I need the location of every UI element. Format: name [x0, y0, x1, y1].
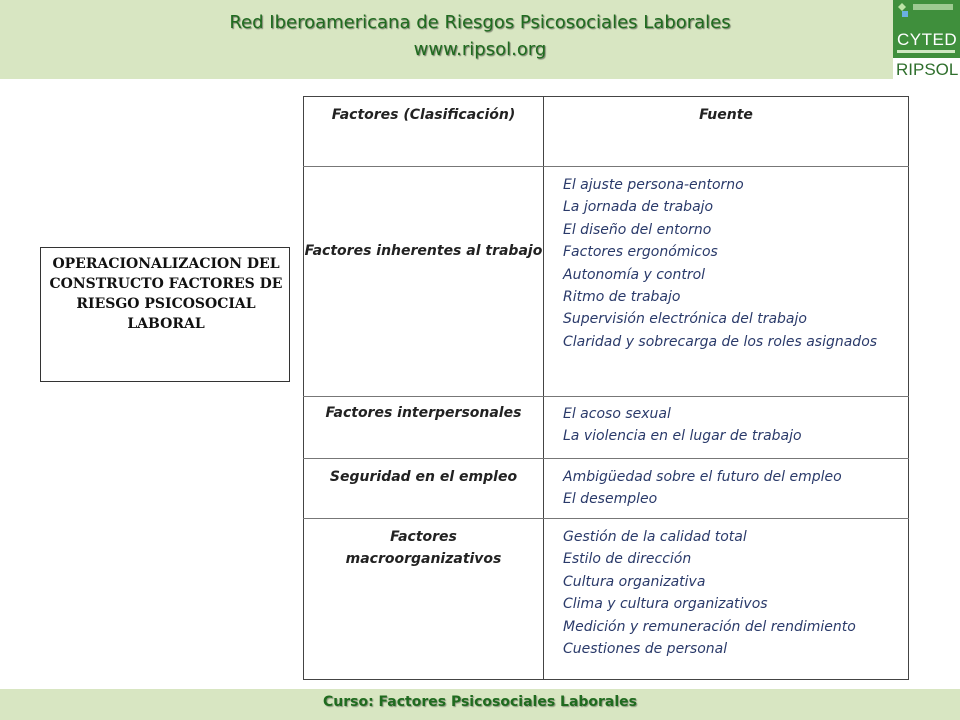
logo-cyted-text: CYTED — [897, 30, 958, 49]
row-divider — [303, 166, 909, 167]
header-factores: Factores (Clasificación) — [331, 107, 516, 123]
header-fuente: Fuente — [699, 107, 753, 123]
construct-box — [40, 247, 290, 382]
source-item: Medición y remuneración del rendimiento — [563, 618, 856, 635]
source-item: La jornada de trabajo — [563, 199, 714, 216]
source-item: Cuestiones de personal — [563, 641, 728, 658]
source-item: El desempleo — [563, 491, 658, 508]
source-item: Clima y cultura organizativos — [563, 596, 768, 613]
row-divider — [303, 518, 909, 519]
source-list — [563, 174, 877, 353]
logo-tagline-bar — [913, 4, 953, 10]
logo-square-icon — [902, 11, 908, 17]
row-divider — [303, 396, 909, 397]
source-item: Ritmo de trabajo — [563, 289, 681, 306]
factor-cell: Seguridad en el empleo — [329, 469, 518, 485]
source-list — [563, 466, 842, 511]
column-divider — [543, 96, 544, 680]
source-item: Factores ergonómicos — [563, 244, 718, 261]
logo-subtitle-bar — [897, 50, 955, 53]
source-item: Ambigüedad sobre el futuro del empleo — [563, 469, 842, 485]
source-item: El diseño del entorno — [563, 221, 712, 238]
factor-cell: Factores macroorganizativos — [345, 529, 502, 567]
factor-cell: Factores interpersonales — [325, 405, 522, 421]
cyted-ripsol-logo — [893, 0, 960, 79]
page-title: Red Iberoamericana de Riesgos Psicosociales Laborales — [229, 12, 731, 33]
source-item: Gestión de la calidad total — [563, 529, 747, 545]
source-item: El acoso sexual — [563, 406, 671, 422]
logo-mark-icon — [898, 3, 906, 11]
footer-band — [0, 689, 960, 720]
factor-cell: Factores inherentes al trabajo — [304, 243, 543, 259]
header-band — [0, 0, 960, 79]
logo-ripsol-text: RIPSOL — [896, 60, 959, 79]
source-list — [563, 403, 802, 448]
site-url[interactable]: www.ripsol.org — [413, 39, 547, 60]
row-divider — [303, 458, 909, 459]
logo-green-block — [893, 0, 960, 58]
source-item: La violencia en el lugar de trabajo — [563, 428, 802, 445]
source-item: Cultura organizativa — [563, 573, 706, 590]
course-title: Curso: Factores Psicosociales Laborales — [322, 694, 638, 710]
source-list — [563, 526, 856, 660]
construct-box-text: OPERACIONALIZACION DEL CONSTRUCTO FACTORES DE RIESGO PSICOSOCIAL LABORAL — [49, 256, 283, 332]
source-item: Estilo de dirección — [563, 551, 692, 568]
source-item: El ajuste persona-entorno — [563, 177, 744, 193]
source-item: Autonomía y control — [563, 266, 706, 283]
source-item: Supervisión electrónica del trabajo — [563, 311, 807, 328]
source-item: Claridad y sobrecarga de los roles asignados — [563, 333, 878, 350]
